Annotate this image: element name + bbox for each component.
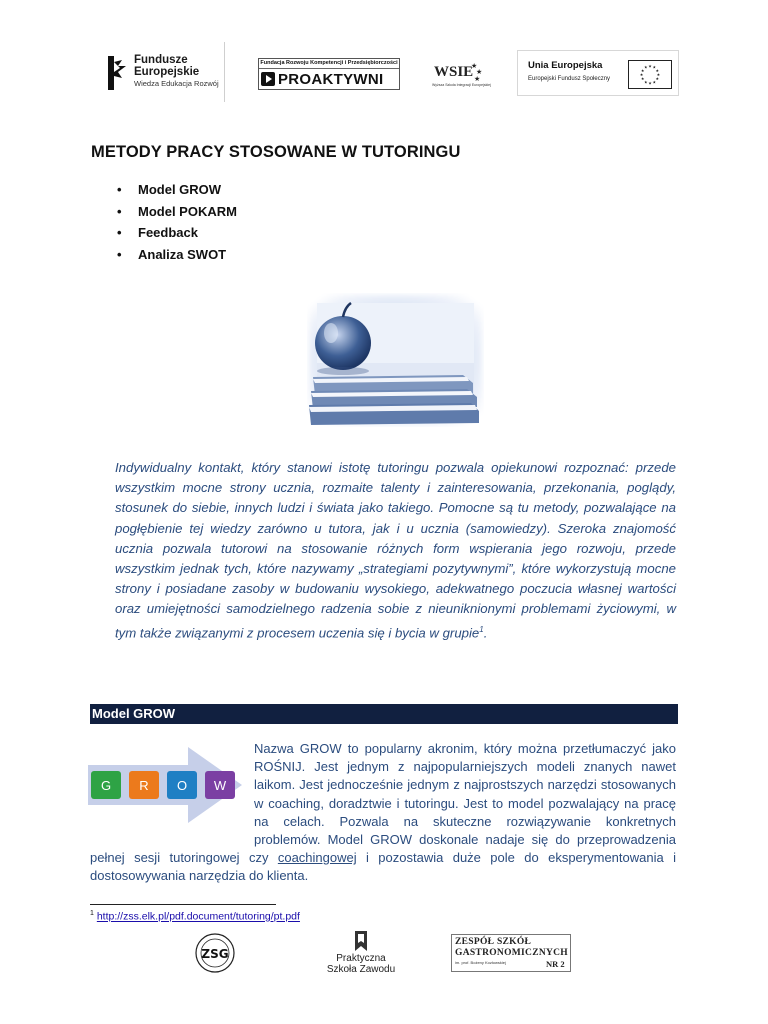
footnote-link[interactable]: http://zss.elk.pl/pdf.document/tutoring/pt.pdf <box>96 910 300 923</box>
grow-letter: W <box>213 778 227 793</box>
svg-text:★: ★ <box>648 63 652 69</box>
zsgn-line1: ZESPÓŁ SZKÓŁ <box>455 937 532 947</box>
star-icon: ★ <box>474 76 481 83</box>
fundusze-europejskie-logo <box>104 52 228 96</box>
zsg-seal-text: ZSG <box>201 947 229 961</box>
svg-text:★: ★ <box>652 79 657 85</box>
zsg-seal-logo <box>193 933 237 973</box>
intro-end: . <box>483 625 488 641</box>
svg-text:★: ★ <box>644 64 648 70</box>
proaktywni-word: PROAKTYWNI <box>278 70 384 88</box>
fe-name-line2: Europejskie <box>134 65 200 78</box>
fe-star-mark-icon <box>104 54 130 92</box>
grow-letter: R <box>139 778 149 793</box>
list-item: • Analiza SWOT <box>117 246 237 268</box>
zsgn-line3: im. prof. Bożeny Kozłowskiej <box>455 960 506 965</box>
footnote-number: 1 <box>90 910 94 917</box>
footnote-separator <box>90 904 276 905</box>
grow-letter: G <box>100 778 112 793</box>
apple-on-books-image <box>307 293 484 427</box>
svg-text:★: ★ <box>656 72 661 77</box>
grow-image-placeholder <box>90 740 254 833</box>
proaktywni-foundation-text: Fundacja Rozwoju Kompetencji i Przedsiębiorczości <box>259 59 399 69</box>
psz-line1: Praktyczna <box>336 953 386 964</box>
zsgn-number: NR 2 <box>546 959 565 969</box>
fe-subtitle: Wiedza Edukacja Rozwój <box>134 79 219 89</box>
play-icon <box>261 72 275 86</box>
grow-letter: O <box>176 778 188 793</box>
coaching-link[interactable]: coachingowej <box>277 850 357 866</box>
grow-description <box>90 740 676 886</box>
svg-text:★: ★ <box>640 76 645 82</box>
svg-text:★: ★ <box>655 76 660 82</box>
zsgn-line2: GASTRONOMICZNYCH <box>455 948 569 958</box>
wsie-logo <box>432 58 491 90</box>
footnote-ref[interactable]: 1 <box>479 624 484 634</box>
wsie-word: WSIE <box>434 64 474 80</box>
list-item: • Model POKARM <box>117 203 237 225</box>
eu-flag-icon <box>628 60 672 89</box>
intro-text: Indywidualny kontakt, który stanowi istotę tutoringu pozwala opiekunowi rozpoznać: przede wszystkim mocne strony ucznia, rozmaite talenty i zainteresowania, przekonania, poglądy, stosunek do siebie, innych ludzi i świata jako takiego. Pomocne są tu metody, pozwalające na pogłębienie tej wiedzy zarówno u tutora, jak i u ucznia (samowiedzy). Szeroka znajomość ucznia pozwala tutorowi na stosowanie różnych form wspierania jego rozwoju, przede wszystkim jednak tych, które nazywamy „strategiami pozytywnymi”, które wykorzystują mocne strony i posiadane zasoby w budowaniu wysokiego, adekwatnego poczucia własnej wartości oraz umiejętności samodzielnego radzenia sobie z nieuniknionymi problemami życiowymi, w tym także związanymi z procesem uczenia się i bycia w grupie <box>115 460 676 641</box>
svg-text:★: ★ <box>640 67 645 73</box>
ue-subtitle: Europejski Fundusz Społeczny <box>528 76 611 82</box>
section-title: Model GROW <box>92 706 176 721</box>
svg-text:★: ★ <box>655 67 660 73</box>
star-icon: ★ <box>476 69 483 76</box>
proaktywni-logo <box>258 58 400 90</box>
svg-text:★: ★ <box>639 72 644 77</box>
page-title: METODY PRACY STOSOWANE W TUTORINGU <box>91 143 461 161</box>
ue-name: Unia Europejska <box>528 60 603 71</box>
intro-paragraph <box>115 458 676 643</box>
fe-name-line1: Fundusze <box>134 54 188 66</box>
star-icon: ★ <box>471 63 478 70</box>
psz-line2: Szkoła Zawodu <box>326 964 396 975</box>
section-header-bar <box>90 704 678 724</box>
psz-bookmark-icon <box>353 931 369 951</box>
zespol-szkol-gastronomicznych-logo <box>451 934 571 972</box>
svg-text:★: ★ <box>648 80 652 86</box>
unia-europejska-logo <box>517 50 679 96</box>
footnote <box>90 910 300 923</box>
list-item: • Feedback <box>117 224 237 246</box>
header-divider <box>224 42 225 102</box>
wsie-subtitle: Wyższa Szkoła Integracji Europejskiej <box>432 83 491 87</box>
svg-text:★: ★ <box>652 64 657 70</box>
grow-text-after: i pozostawia duże pole do eksperymentowania i dostosowywania narzędzia do klienta. <box>90 850 676 884</box>
grow-text-before: Nazwa GROW to popularny akronim, który można przetłumaczyć jako ROŚNIJ. Jest jednym z najpopularniejszych modeli znanych nawet laikom. Jest jednocześnie jednym z najprostszych narzędzi stosowanych w coaching, doradztwie i tutoringu. Jest to model pozwalający na pracę na celach. Pozwala na skuteczne rozwiązywanie konkretnych problemów. Model GROW doskonale nadaje się do przeprowadzenia pełnej sesji tutoringowej czy <box>90 741 676 866</box>
methods-list <box>117 181 237 267</box>
list-item: • Model GROW <box>117 181 237 203</box>
svg-text:★: ★ <box>644 79 648 85</box>
praktyczna-szkola-zawodu-logo <box>322 931 400 979</box>
